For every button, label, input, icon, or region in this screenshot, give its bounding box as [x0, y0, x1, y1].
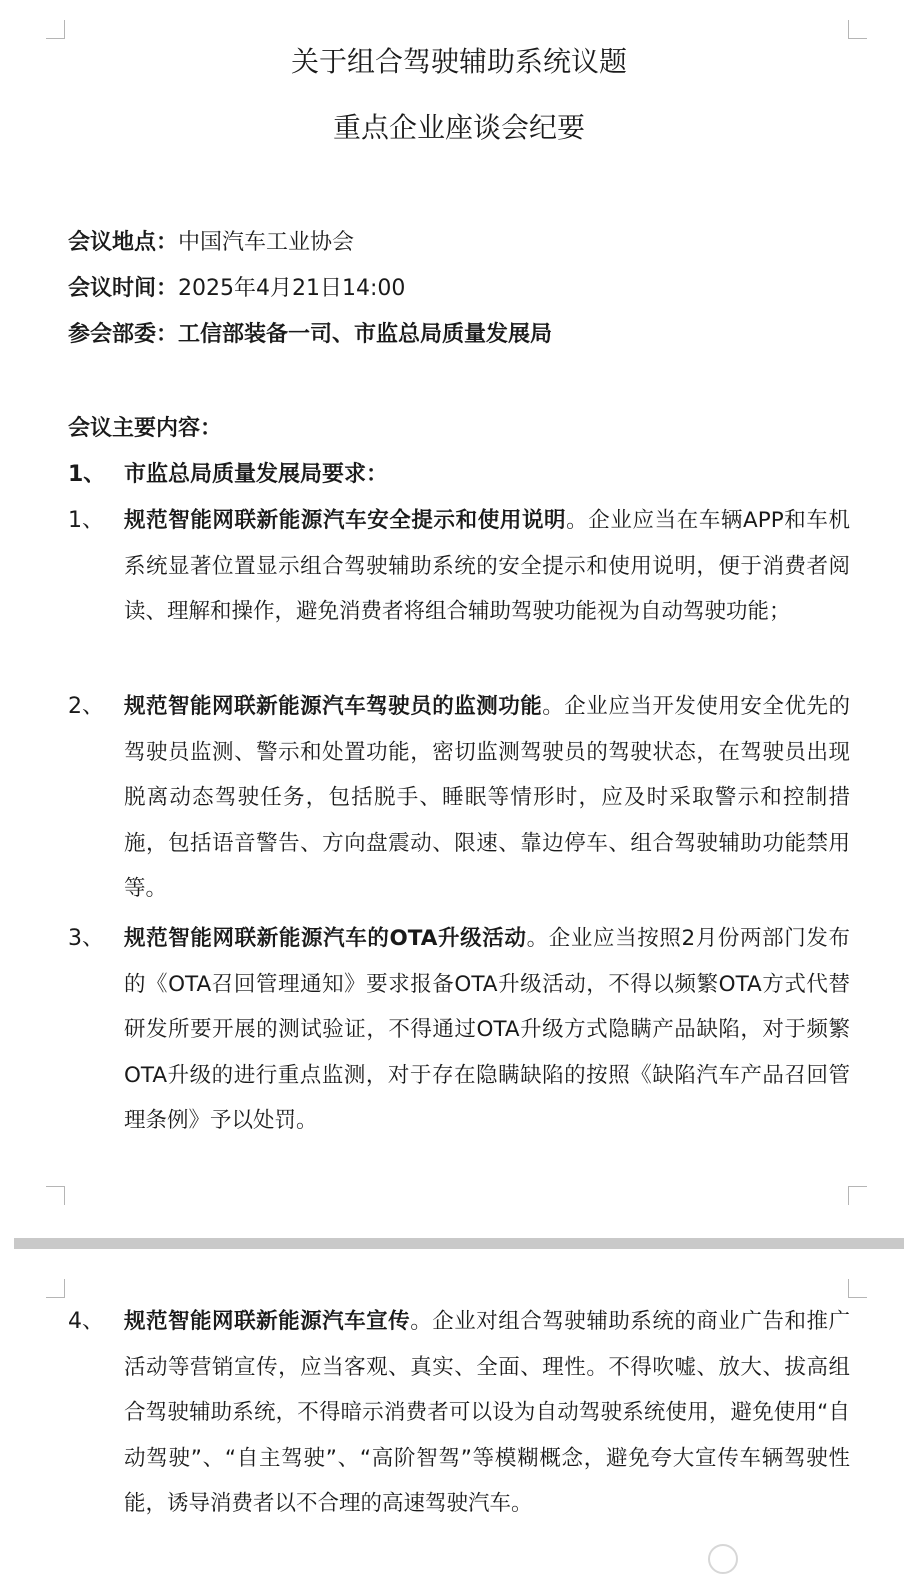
crop-mark-bottom-left — [46, 1186, 65, 1205]
item-body-2 — [124, 684, 850, 912]
meeting-attendees-value: 工信部装备一司、市监总局质量发展局 — [178, 322, 553, 347]
document-page-2 — [0, 1249, 918, 1594]
item-text-4: 。企业对组合驾驶辅助系统的商业广告和推广活动等营销宣传，应当客观、真实、全面、理性。不得吹嘘、放大、拔高组合驾驶辅助系统，不得暗示消费者可以设为自动驾驶系统使用，避免使用“自动驾驶”、“自主驾驶”、“高阶智驾”等模糊概念，避免夸大宣传车辆驾驶性能，诱导消费者以不合理的高速驾驶汽车。 — [124, 1309, 850, 1516]
meeting-attendees-label: 参会部委： — [68, 322, 179, 347]
item-body-4 — [124, 1299, 850, 1527]
meeting-time-label: 会议时间： — [68, 276, 179, 301]
item-number-1: 1、 — [68, 508, 104, 533]
meeting-location-label: 会议地点： — [68, 230, 179, 255]
item-number-2: 2、 — [68, 694, 104, 719]
meeting-location-value: 中国汽车工业协会 — [178, 230, 355, 255]
crop-mark-top-left — [46, 1279, 65, 1298]
crop-mark-top-right — [848, 20, 867, 39]
document-title-line-1: 关于组合驾驶辅助系统议题 — [290, 45, 627, 78]
watermark-logo-icon — [708, 1544, 738, 1574]
item-body-3 — [124, 916, 850, 1144]
crop-mark-top-left — [46, 20, 65, 39]
item-number-4: 4、 — [68, 1309, 104, 1334]
page-separator — [14, 1238, 904, 1249]
watermark — [708, 1542, 898, 1576]
meeting-attendees — [68, 320, 552, 350]
crop-mark-top-right — [848, 1279, 867, 1298]
meeting-location — [68, 228, 354, 258]
item-heading-4: 规范智能网联新能源汽车宣传 — [124, 1309, 411, 1334]
section-number: 1、 — [68, 462, 106, 487]
document-title-line-2: 重点企业座谈会纪要 — [332, 111, 585, 144]
main-content-heading: 会议主要内容： — [68, 416, 223, 441]
item-text-3: 。企业应当按照2月份两部门发布的《OTA召回管理通知》要求报备OTA升级活动，不得以频繁OTA方式代替研发所要开展的测试验证，不得通过OTA升级方式隐瞒产品缺陷，对于频繁OTA升级的进行重点监测，对于存在隐瞒缺陷的按照《缺陷汽车产品召回管理条例》予以处罚。 — [124, 926, 850, 1133]
item-text-2: 。企业应当开发使用安全优先的驾驶员监测、警示和处置功能，密切监测驾驶员的驾驶状态，在驾驶员出现脱离动态驾驶任务，包括脱手、睡眠等情形时，应及时采取警示和控制措施，包括语音警告、方向盘震动、限速、靠边停车、组合驾驶辅助功能禁用等。 — [124, 694, 850, 901]
item-heading-3: 规范智能网联新能源汽车的OTA升级活动 — [124, 926, 527, 951]
item-body-1 — [124, 498, 850, 635]
section-title: 市监总局质量发展局要求： — [124, 462, 389, 487]
item-number-3: 3、 — [68, 926, 104, 951]
meeting-time — [68, 274, 405, 304]
item-heading-1: 规范智能网联新能源汽车安全提示和使用说明 — [124, 508, 567, 533]
item-text-1: 。企业应当在车辆APP和车机系统显著位置显示组合驾驶辅助系统的安全提示和使用说明，便于消费者阅读、理解和操作，避免消费者将组合辅助驾驶功能视为自动驾驶功能； — [124, 508, 850, 624]
item-heading-2: 规范智能网联新能源汽车驾驶员的监测功能 — [124, 694, 543, 719]
crop-mark-bottom-right — [848, 1186, 867, 1205]
meeting-time-value: 2025年4月21日14:00 — [178, 276, 406, 301]
